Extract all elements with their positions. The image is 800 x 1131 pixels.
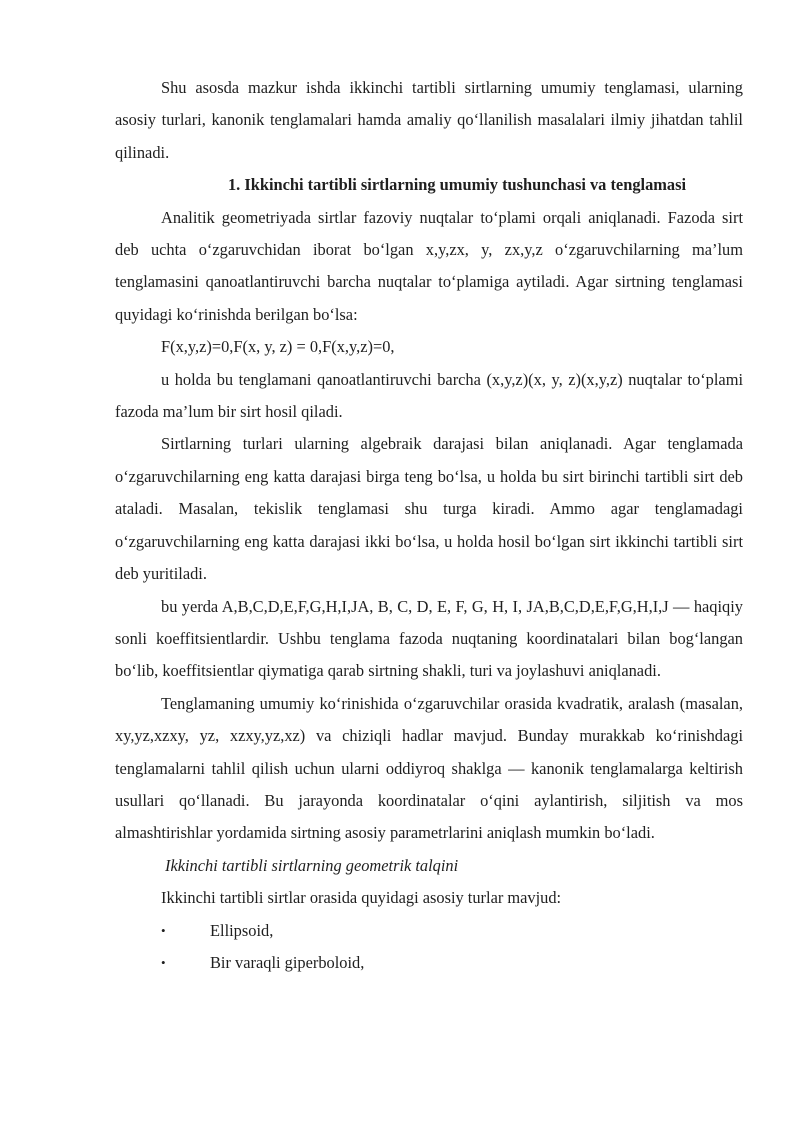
- surface-equation: F(x,y,z)=0,F(x, y, z) = 0,F(x,y,z)=0,: [161, 337, 395, 357]
- surface-types-paragraph: Sirtlarning turlari ularning algebraik darajasi bilan aniqlanadi. Agar tenglamada o‘zgaruvchilarning eng katta darajasi birga teng bo‘lsa, u holda bu sirt birinchi tartibli sirt deb ataladi. Masalan, tekislik tenglamasi shu turga kiradi. Ammo agar tenglamadagi o‘zgaruvchilarning eng katta darajasi ikki bo‘lsa, u holda hosil bo‘lgan sirt ikkinchi tartibli sirt deb yuritiladi.: [115, 434, 743, 584]
- list-item-text: Ellipsoid,: [210, 920, 274, 940]
- coefficients-paragraph: bu yerda A,B,C,D,E,F,G,H,I,JA, B, C, D, E, F, G, H, I, JA,B,C,D,E,F,G,H,I,J — haqiqiy sonli koeffitsientlardir. Ushbu tenglama fazoda nuqtaning koordinatalari bilan bog‘langan bo‘lib, koeffitsientlar qiymatiga qarab sirtning shakli, turi va joylashuvi aniqlanadi.: [115, 596, 743, 681]
- document-body: [115, 72, 743, 979]
- equation-explanation-paragraph: u holda bu tenglamani qanoatlantiruvchi barcha (x,y,z)(x, y, z)(x,y,z) nuqtalar to‘plami fazoda ma’lum bir sirt hosil qiladi.: [115, 369, 743, 422]
- canonical-form-paragraph: Tenglamaning umumiy ko‘rinishida o‘zgaruvchilar orasida kvadratik, aralash (masalan, xy,yz,xzxy, yz, xzxy,yz,xz) va chiziqli hadlar mavjud. Bunday murakkab ko‘rinishdagi tenglamalarni tahlil qilish uchun ularni oddiyroq shaklga — kanonik tenglamalarga keltirish usullari qo‘llanadi. Bu jarayonda koordinatalar o‘qini aylantirish, siljitish va mos almashtirishlar yordamida sirtning asosiy parametrlarini aniqlash mumkin bo‘ladi.: [115, 693, 743, 843]
- list-item-text: Bir varaqli giperboloid,: [210, 952, 365, 972]
- bullet-icon: •: [161, 922, 166, 938]
- list-item: [115, 947, 743, 979]
- types-intro-paragraph: Ikkinchi tartibli sirtlar orasida quyidagi asosiy turlar mavjud:: [161, 888, 562, 908]
- surface-types-list: [115, 915, 743, 980]
- italic-subheading: Ikkinchi tartibli sirtlarning geometrik talqini: [165, 855, 459, 875]
- section-heading: 1. Ikkinchi tartibli sirtlarning umumiy tushunchasi va tenglamasi: [227, 175, 687, 195]
- list-item: [115, 915, 743, 947]
- intro-paragraph: Shu asosda mazkur ishda ikkinchi tartibli sirtlarning umumiy tenglamasi, ularning asosiy turlari, kanonik tenglamalari hamda amaliy qo‘llanilish masalalari ilmiy jihatdan tahlil qilinadi.: [115, 78, 743, 162]
- surface-definition-paragraph: Analitik geometriyada sirtlar fazoviy nuqtalar to‘plami orqali aniqlanadi. Fazoda sirt deb uchta o‘zgaruvchidan iborat bo‘lgan x,y,zx, y, zx,y,z o‘zgaruvchilarning ma’lum tenglamasini qanoatlantiruvchi barcha nuqtalar to‘plamiga aytiladi. Agar sirtning tenglamasi quyidagi ko‘rinishda berilgan bo‘lsa:: [115, 207, 743, 324]
- bullet-icon: •: [161, 954, 166, 970]
